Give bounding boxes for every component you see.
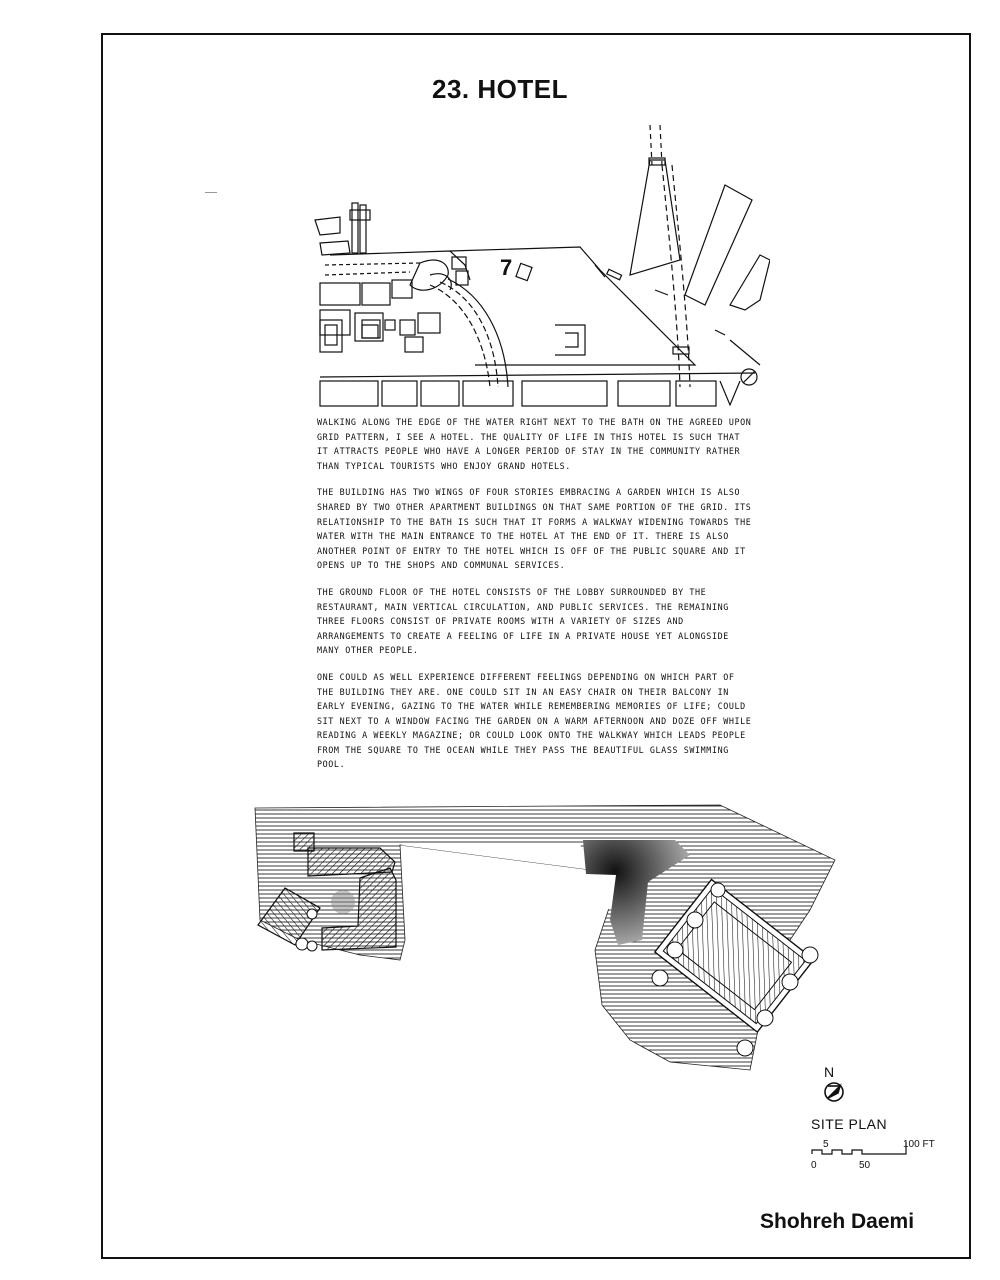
stray-mark [205, 192, 217, 193]
scale-tick-0: 0 [811, 1160, 817, 1171]
essay-paragraph-4: ONE COULD AS WELL EXPERIENCE DIFFERENT FEELINGS DEPENDING ON WHICH PART OF THE BUILDING THEY ARE. ONE COULD SIT IN AN EASY CHAIR ON THEIR BALCONY IN EARLY EVENING, GAZING TO THE WATER WHILE REMEMBERING MEMORIES OF LIFE; COULD SIT NEXT TO A WINDOW FACING THE GARDEN ON A WARM AFTERNOON AND DOZE OFF WHILE READING A WEEKLY MAGAZINE; OR COULD LOOK ONTO THE WALKWAY WHICH LEADS PEOPLE FROM THE SQUARE TO THE OCEAN WHILE THEY PASS THE BEAUTIFUL GLASS SWIMMING POOL. [317, 671, 752, 770]
essay-paragraph-1: WALKING ALONG THE EDGE OF THE WATER RIGHT NEXT TO THE BATH ON THE AGREED UPON GRID PATTERN, I SEE A HOTEL. THE QUALITY OF LIFE IN THIS HOTEL IS SUCH THAT IT ATTRACTS PEOPLE WHO HAVE A LONGER PERIOD OF STAY IN THE COMMUNITY RATHER THAN TYPICAL TOURISTS WHO ENJOY GRAND HOTELS. [317, 417, 752, 471]
page-title: 23. HOTEL [432, 74, 568, 104]
essay-paragraph-2: THE BUILDING HAS TWO WINGS OF FOUR STORIES EMBRACING A GARDEN WHICH IS ALSO SHARED BY TWO OTHER APARTMENT BUILDINGS ON THAT SAME PORTION OF THE GRID. ITS RELATIONSHIP TO THE BATH IS SUCH THAT IT FORMS A WALKWAY WIDENING TOWARDS THE WATER WITH THE MAIN ENTRANCE TO THE HOTEL AT THE END OF IT. THERE IS ALSO ANOTHER POINT OF ENTRY TO THE HOTEL WHICH IS OFF OF THE PUBLIC SQUARE AND IT OPENS UP TO THE SHOPS AND COMMUNAL SERVICES. [317, 487, 752, 571]
context-map [300, 125, 770, 410]
site-plan-drawing [250, 800, 850, 1080]
site-plan-label: SITE PLAN [811, 1116, 888, 1132]
essay-paragraph-3: THE GROUND FLOOR OF THE HOTEL CONSISTS OF THE LOBBY SURROUNDED BY THE RESTAURANT, MAIN VERTICAL CIRCULATION, AND PUBLIC SERVICES. THE REMAINING THREE FLOORS CONSIST OF PRIVATE ROOMS WITH A VARIETY OF SIZES AND ARRANGEMENTS TO CREATE A FEELING OF LIFE IN A PRIVATE HOUSE YET ALONGSIDE MANY OTHER PEOPLE. [317, 586, 729, 656]
north-label: N [824, 1064, 835, 1080]
author-name: Shohreh Daemi [760, 1210, 915, 1233]
scale-tick-5: 5 [823, 1139, 829, 1150]
block-number: 7 [500, 255, 513, 280]
essay-text [317, 415, 757, 784]
scale-tick-50: 50 [859, 1160, 871, 1171]
scale-tick-100: 100 FT [903, 1139, 935, 1150]
